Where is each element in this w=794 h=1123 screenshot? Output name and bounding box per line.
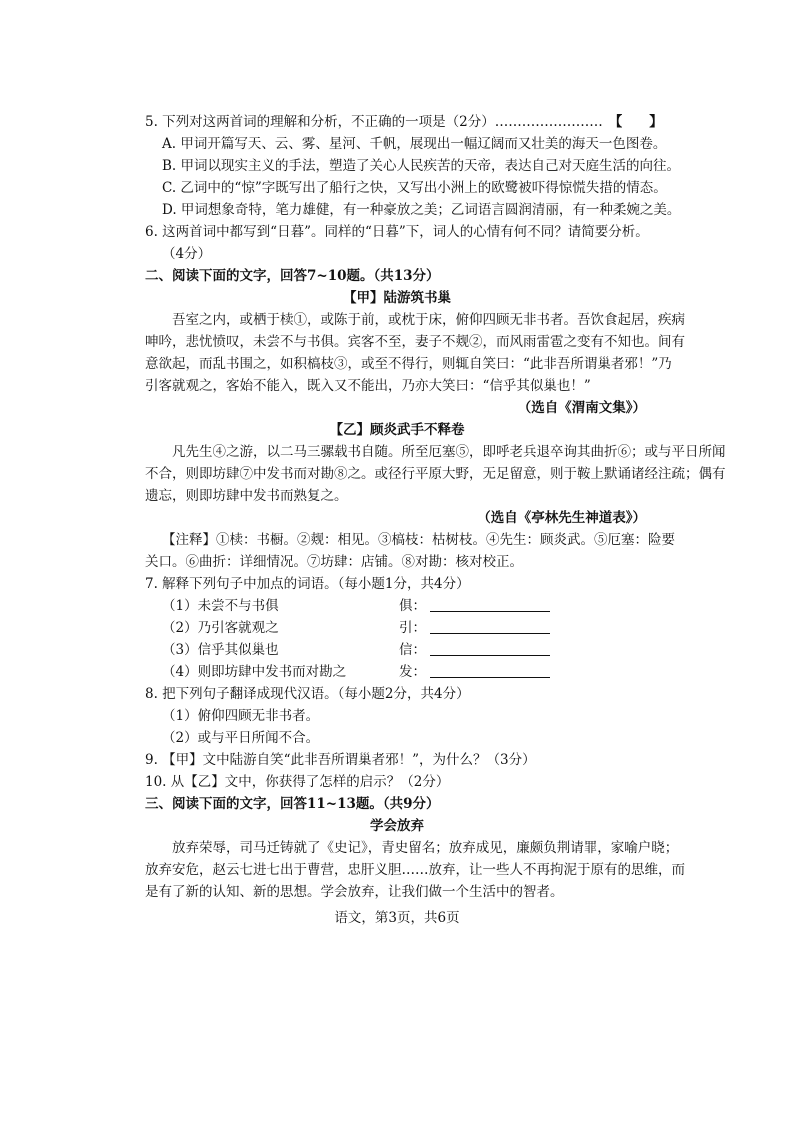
q9: 9. 【甲】文中陆游自笑“此非吾所谓巢者邪！”，为什么？（3分） <box>145 752 536 768</box>
jia-source: （选自《渭南文集》） <box>517 400 646 416</box>
section3-line-1: 放弃荣辱，司马迁铸就了《史记》，青史留名；放弃成见，廉颇负荆请罪，家喻户晓； <box>172 840 679 856</box>
q7-item-2-answer <box>399 618 550 638</box>
q7-item-2-word: 引： <box>399 620 426 636</box>
q10: 10. 从【乙】文中，你获得了怎样的启示？（2分） <box>145 774 450 790</box>
answer-blank[interactable] <box>430 641 550 656</box>
q7-item-3-word: 信： <box>399 642 426 658</box>
q7-stem: 7. 解释下列句子中加点的词语。（每小题1分，共4分） <box>145 576 470 592</box>
q5-stem <box>145 112 663 132</box>
q7-item-4-answer <box>399 662 550 682</box>
jia-line-1: 吾室之内，或栖于椟①，或陈于前，或枕于床，俯仰四顾无非书者。吾饮食起居，疾病 <box>172 312 685 328</box>
jia-line-2: 呻吟，悲忧愤叹，未尝不与书俱。宾客不至，妻子不觌②，而风雨雷雹之变有不知也。间有 <box>145 334 685 350</box>
yi-line-2: 不合，则即坊肆⑦中发书而对勘⑧之。或径行平原大野，无足留意，则于鞍上默诵诸经注疏；偶有 <box>145 466 726 482</box>
q7-item-3-sentence: （3）信乎其似巢也 <box>162 642 279 658</box>
q7-item-1-sentence: （1）未尝不与书俱 <box>162 598 279 614</box>
q7-item-4-word: 发： <box>399 664 426 680</box>
jia-title: 【甲】陆游筑书巢 <box>343 290 451 306</box>
yi-line-1: 凡先生④之游，以二马三骡载书自随。所至厄塞⑤，即呼老兵退卒询其曲折⑥；或与平日所闻 <box>172 444 726 460</box>
jia-line-3: 意欲起，而乱书围之，如积槁枝③，或至不得行，则辄自笑曰：“此非吾所谓巢者邪！”乃 <box>145 356 672 372</box>
q8-item-2: （2）或与平日所闻不合。 <box>162 730 320 746</box>
yi-title: 【乙】顾炎武手不释卷 <box>329 422 465 438</box>
yi-source: （选自《亭林先生神道表》） <box>477 510 646 526</box>
q7-item-3-answer <box>399 640 550 660</box>
page-footer: 语文，第3页，共6页 <box>334 910 460 926</box>
answer-bracket: 【 】 <box>608 114 663 130</box>
q5-option-d: D. 甲词想象奇特，笔力雄健，有一种豪放之美；乙词语言圆润清丽，有一种柔婉之美。 <box>162 202 681 218</box>
q7-item-1-word: 俱： <box>399 598 426 614</box>
q8-item-1: （1）俯仰四顾无非书者。 <box>162 708 320 724</box>
section3-title: 学会放弃 <box>370 818 424 834</box>
q7-item-2-sentence: （2）乃引客就观之 <box>162 620 279 636</box>
q8-stem: 8. 把下列句子翻译成现代汉语。（每小题2分，共4分） <box>145 686 470 702</box>
notes-line-2: 关口。⑥曲折：详细情况。⑦坊肆：店铺。⑧对勘：核对校正。 <box>145 554 523 570</box>
q5-option-a: A. 甲词开篇写天、云、雾、星河、千帆，展现出一幅辽阔而又壮美的海天一色图卷。 <box>162 136 667 152</box>
notes-line-1: 【注释】①椟：书橱。②觌：相见。③槁枝：枯树枝。④先生：顾炎武。⑤厄塞：险要 <box>162 532 675 548</box>
q7-item-4-sentence: （4）则即坊肆中发书而对勘之 <box>162 664 347 680</box>
section3-line-3: 是有了新的认知、新的思想。学会放弃，让我们做一个生活中的智者。 <box>145 884 564 900</box>
yi-line-3: 遗忘，则即坊肆中发书而熟复之。 <box>145 488 348 504</box>
q7-item-1-answer <box>399 596 550 616</box>
answer-blank[interactable] <box>430 619 550 634</box>
section3-heading: 三、阅读下面的文字，回答11~13题。（共9分） <box>145 796 440 812</box>
q6-line1: 6. 这两首词中都写到“日暮”。同样的“日暮”下，词人的心情有何不同？请简要分析。 <box>145 224 649 240</box>
jia-line-4: 引客就观之，客始不能入，既入又不能出，乃亦大笑曰：“信乎其似巢也！” <box>145 378 591 394</box>
section2-heading: 二、阅读下面的文字，回答7~10题。（共13分） <box>145 268 440 284</box>
q5-option-b: B. 甲词以现实主义的手法，塑造了关心人民疾苦的天帝，表达自己对天庭生活的向往。 <box>162 158 681 174</box>
q5-option-c: C. 乙词中的“惊”字既写出了船行之快，又写出小洲上的欧鹭被吓得惊慌失措的情态。 <box>162 180 667 196</box>
section3-line-2: 放弃安危，赵云七进七出于曹营，忠肝义胆……放弃，让一些人不再拘泥于原有的思维，而 <box>145 862 685 878</box>
answer-blank[interactable] <box>430 597 550 612</box>
answer-blank[interactable] <box>430 663 550 678</box>
q6-line2: （4分） <box>162 246 212 262</box>
q5-stem-text: 5. 下列对这两首词的理解和分析，不正确的一项是（2分）…………………… <box>145 114 603 130</box>
